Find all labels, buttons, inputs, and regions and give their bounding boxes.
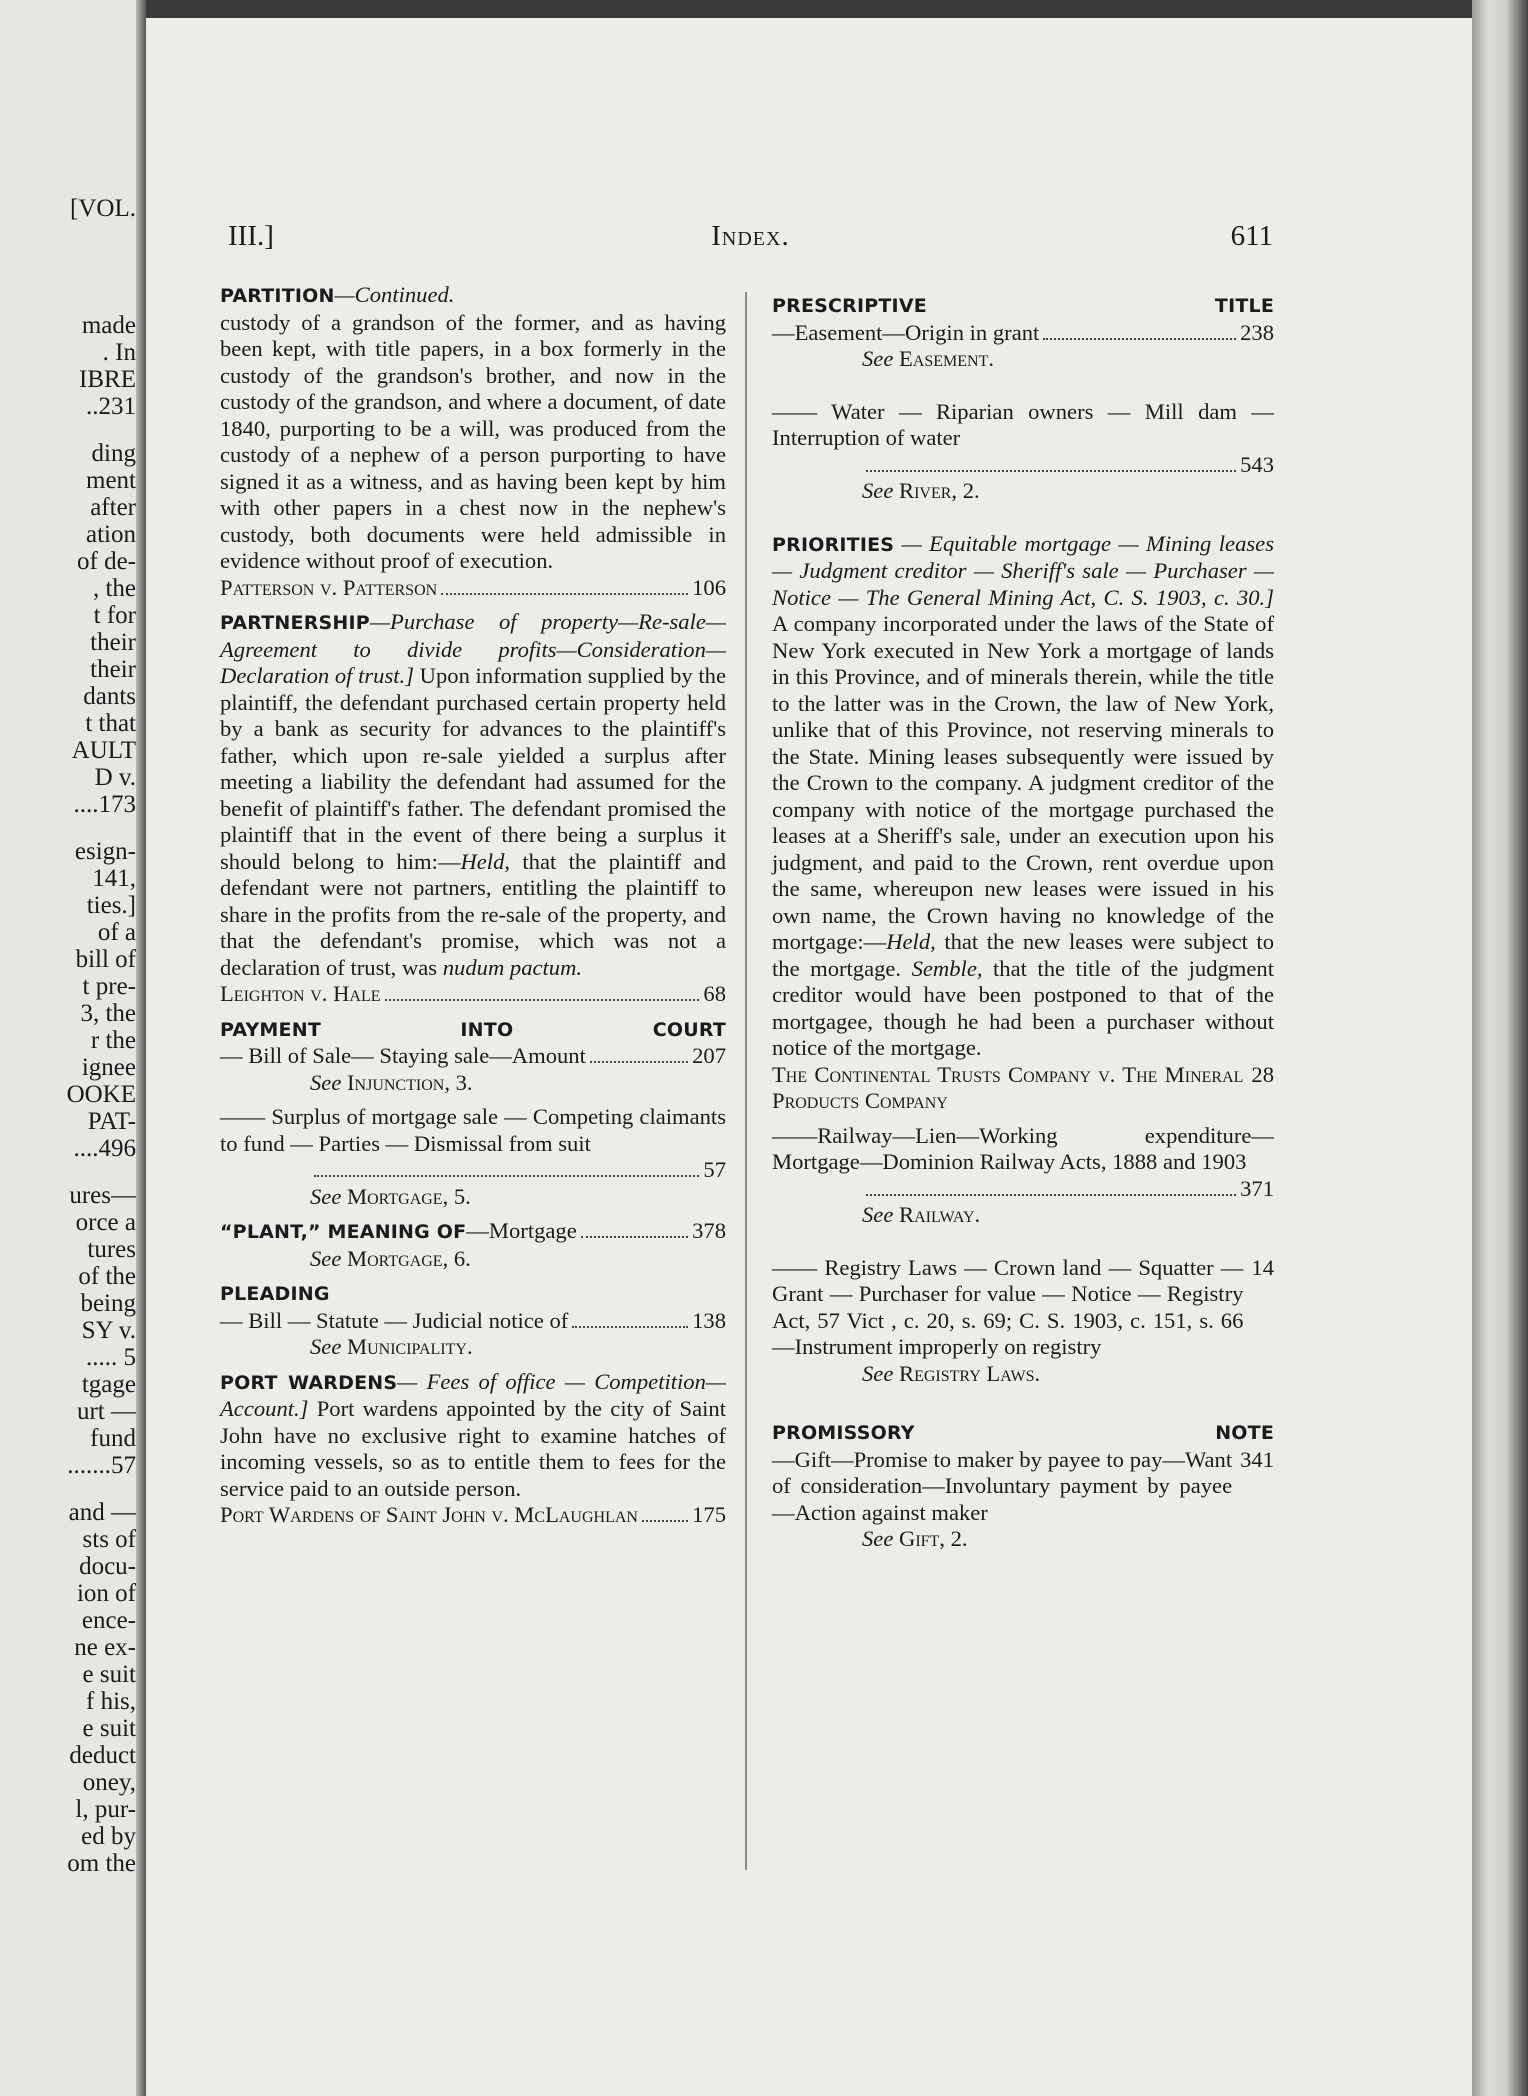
facing-page-line: om the bbox=[67, 1850, 136, 1877]
entry-text: —— Surplus of mortgage sale — Competing claimants to fund — Parties — Dismissal from suit bbox=[220, 1104, 726, 1156]
entry-text: ——Railway—Lien—Working expenditure—Mortgage—Dominion Railway Acts, 1888 and 1903 bbox=[772, 1122, 1274, 1174]
entry-heading: PAYMENT INTO COURT bbox=[220, 1018, 726, 1041]
column-divider bbox=[745, 292, 747, 1870]
page-ref: 138 bbox=[692, 1307, 726, 1333]
see-target: Easement. bbox=[899, 346, 995, 371]
facing-page-line: ed by bbox=[81, 1823, 136, 1850]
facing-page-line: PAT- bbox=[87, 1108, 136, 1135]
page-gutter bbox=[136, 0, 146, 2096]
see-label: See bbox=[862, 1360, 894, 1386]
facing-page-line: urt — bbox=[76, 1398, 136, 1425]
facing-page-line: SY v. bbox=[81, 1317, 136, 1344]
page-ref: 106 bbox=[692, 574, 726, 600]
facing-page-line: dants bbox=[83, 683, 136, 710]
see-target: Gift, 2. bbox=[899, 1526, 968, 1551]
entry-partnership bbox=[220, 609, 726, 1008]
see-reference bbox=[220, 1070, 726, 1097]
see-target: Railway. bbox=[899, 1202, 981, 1227]
facing-page-line: made bbox=[81, 312, 136, 339]
see-label: See bbox=[862, 1202, 894, 1227]
facing-page-line: tgage bbox=[81, 1371, 136, 1398]
facing-page-line: D v. bbox=[94, 764, 136, 791]
facing-page-line: after bbox=[90, 494, 136, 521]
facing-page-line: l, pur- bbox=[75, 1796, 136, 1823]
facing-page-line: , the bbox=[92, 575, 136, 602]
entry-line bbox=[772, 320, 1274, 347]
case-citation bbox=[220, 1502, 726, 1529]
facing-page-line: t pre- bbox=[82, 973, 136, 1000]
running-header bbox=[228, 220, 1273, 260]
facing-page-line: OOKE bbox=[66, 1081, 136, 1108]
see-label: See bbox=[862, 478, 894, 503]
see-reference bbox=[772, 1361, 1274, 1388]
page-ref: 28 bbox=[1251, 1061, 1274, 1087]
continued-label: —Continued. bbox=[334, 282, 455, 307]
entry-heading: PRIORITIES bbox=[772, 533, 895, 556]
entry-heading: PRESCRIPTIVE TITLE bbox=[772, 295, 1274, 317]
facing-page-line: tures bbox=[87, 1236, 136, 1263]
entry-line bbox=[772, 1255, 1274, 1361]
facing-page-line: fund bbox=[90, 1425, 136, 1452]
facing-page-line: their bbox=[90, 629, 136, 656]
facing-page-line: their bbox=[90, 656, 136, 683]
page-ref: 175 bbox=[692, 1502, 726, 1527]
entry-heading: “PLANT,” MEANING OF bbox=[220, 1221, 467, 1243]
entry-registry bbox=[772, 1255, 1274, 1388]
facing-page-line: e suit bbox=[82, 1661, 136, 1688]
entry-prescriptive-title bbox=[772, 292, 1274, 373]
entry-railway bbox=[772, 1123, 1274, 1229]
case-name: Patterson v. Patterson bbox=[220, 574, 438, 600]
page-ref: 14 bbox=[1251, 1254, 1274, 1280]
entry-heading: PROMISSORY NOTE bbox=[772, 1422, 1274, 1444]
facing-page-line: ..231 bbox=[86, 393, 136, 420]
entry-partition bbox=[220, 282, 726, 601]
entry-text: —Mortgage bbox=[466, 1218, 577, 1243]
entry-pleading bbox=[220, 1280, 726, 1361]
entry-line bbox=[220, 1157, 726, 1184]
facing-page-line: f his, bbox=[86, 1688, 136, 1715]
entry-priorities bbox=[772, 531, 1274, 1115]
see-target: Mortgage, 6. bbox=[347, 1245, 471, 1271]
page-ref: 207 bbox=[692, 1043, 726, 1068]
entry-text: A company incorporated under the laws of the State of New York executed in New York a mortgage of lands in this Province, and of minerals therein, while the title to the latter was in the Crown, the law of New York, unlike that of this Province, not reserving minerals to the State. Mining leases subsequently were issued by the Crown to the company. A judgment creditor of the company with notice of the mortgage purchased the leases at a Sheriff's sale, under an execution upon his judgment, and paid to the Crown, rent overdue upon the same, whereupon new leases were issued in his own name, the Crown having no knowledge of the mortgage:— bbox=[772, 611, 1274, 954]
see-target: Registry Laws. bbox=[899, 1360, 1041, 1386]
entry-port-wardens bbox=[220, 1369, 726, 1529]
entry-text: Port wardens appointed by the city of Saint John have no exclusive right to examine hatches of incoming vessels, so as to entitle them to fees for the service paid to an outside person. bbox=[220, 1396, 726, 1501]
see-reference bbox=[772, 478, 1274, 505]
facing-page-line: ties.] bbox=[86, 892, 136, 919]
entry-line bbox=[220, 1308, 726, 1335]
facing-page-line: ion of bbox=[76, 1580, 136, 1607]
entry-text: — Bill — Statute — Judicial notice of bbox=[220, 1307, 569, 1333]
facing-page-line: being bbox=[80, 1290, 136, 1317]
facing-page-line: ..... 5 bbox=[86, 1344, 136, 1371]
see-reference bbox=[220, 1246, 726, 1273]
held-label: Held, bbox=[460, 848, 511, 874]
facing-page-line: ....173 bbox=[73, 791, 136, 818]
facing-page-line: of the bbox=[78, 1263, 136, 1290]
entry-line bbox=[772, 452, 1274, 479]
see-reference bbox=[772, 1202, 1274, 1229]
entry-text: custody of a grandson of the former, and as having been kept, with title papers, in a box formerly in the custody of the grandson's brother, and now in the custody of the grandson, and where a document, of date 1840, purporting to be a will, was produced from the custody of a nephew of a person purporting to have signed it as a witness, and as having been kept by him with other papers in a chest now in the nephew's custody, both documents were held admissible in evidence without proof of execution. bbox=[220, 309, 726, 573]
facing-page-line: r the bbox=[90, 1027, 136, 1054]
facing-page-line: sts of bbox=[82, 1526, 136, 1553]
see-label: See bbox=[310, 1245, 342, 1271]
facing-page-line: deduct bbox=[69, 1742, 136, 1769]
facing-page-line: of de- bbox=[77, 548, 136, 575]
facing-page-line: of a bbox=[97, 919, 136, 946]
see-reference bbox=[772, 346, 1274, 373]
entry-text: —Easement—Origin in grant bbox=[772, 319, 1040, 345]
facing-page-line: . In bbox=[102, 339, 136, 366]
facing-page-line: ment bbox=[86, 467, 136, 494]
facing-page-line: .......57 bbox=[67, 1452, 136, 1479]
page-ref: 68 bbox=[703, 981, 726, 1006]
facing-page-line: oney, bbox=[82, 1769, 136, 1796]
facing-page-line: ne ex- bbox=[74, 1634, 136, 1661]
entry-line bbox=[220, 1043, 726, 1070]
facing-page-line: esign- bbox=[74, 838, 136, 865]
entry-text: — Bill of Sale— Staying sale—Amount bbox=[220, 1043, 586, 1068]
entry-subjects: — Equitable mortgage — Mining leases — Judgment creditor — Sheriff's sale — Purchaser — Notice — The General Mining Act, C. S. 1903, c. 30.] bbox=[772, 530, 1274, 610]
facing-page-line: t that bbox=[85, 710, 136, 737]
case-name: Port Wardens of Saint John v. McLaughlan bbox=[220, 1502, 638, 1527]
page-number: 611 bbox=[1230, 220, 1273, 252]
facing-page-line: ....496 bbox=[73, 1135, 136, 1162]
entry-line bbox=[220, 1218, 726, 1246]
case-citation bbox=[220, 575, 726, 602]
entry-line bbox=[772, 1447, 1274, 1527]
page-ref: 378 bbox=[692, 1218, 726, 1243]
facing-page-line: bill of bbox=[75, 946, 136, 973]
facing-page-line: AULT bbox=[71, 737, 136, 764]
facing-page-line: orce a bbox=[75, 1209, 136, 1236]
held-label: Held, bbox=[886, 929, 936, 954]
page-ref: 238 bbox=[1240, 319, 1274, 345]
facing-page-line: ignee bbox=[81, 1054, 136, 1081]
see-label: See bbox=[862, 1526, 894, 1551]
volume-marker: III.] bbox=[228, 220, 274, 252]
entry-plant bbox=[220, 1218, 726, 1272]
entry-heading: PLEADING bbox=[220, 1283, 330, 1305]
facing-page-line: [VOL. bbox=[70, 195, 136, 222]
see-target: Injunction, 3. bbox=[347, 1069, 473, 1095]
facing-page-line: ures— bbox=[69, 1182, 136, 1209]
see-target: Municipality. bbox=[347, 1334, 473, 1359]
latin-term: nudum pactum. bbox=[442, 954, 583, 980]
facing-page-line: ation bbox=[86, 521, 136, 548]
facing-page-line: 3, the bbox=[80, 1000, 136, 1027]
entry-promissory-note bbox=[772, 1419, 1274, 1553]
see-reference bbox=[772, 1526, 1274, 1553]
facing-page-line: IBRE bbox=[79, 366, 136, 393]
see-label: See bbox=[310, 1069, 342, 1095]
see-label: See bbox=[310, 1183, 342, 1209]
facing-page-edge bbox=[0, 0, 146, 2096]
facing-page-line: e suit bbox=[82, 1715, 136, 1742]
see-reference bbox=[220, 1184, 726, 1211]
entry-text: Upon information supplied by the plaintiff, the defendant purchased certain property held by a bank as security for advances to the plaintiff's father, which upon re-sale yielded a surplus after meeting a liability the defendant had assumed for the benefit of plaintiff's father. The defendant promised the plaintiff that in the event of there being a surplus it should belong to him:— bbox=[220, 663, 726, 874]
entry-heading: PORT WARDENS bbox=[220, 1371, 398, 1394]
facing-page-line: and — bbox=[68, 1499, 136, 1526]
see-target: Mortgage, 5. bbox=[347, 1183, 471, 1209]
facing-page-line: ding bbox=[91, 440, 136, 467]
entry-surplus bbox=[220, 1104, 726, 1210]
case-name: Leighton v. Hale bbox=[220, 981, 381, 1006]
page-ref: 57 bbox=[703, 1157, 726, 1182]
left-column bbox=[220, 282, 726, 1537]
case-citation bbox=[220, 981, 726, 1008]
see-label: See bbox=[310, 1334, 342, 1359]
entry-subjects: — Fees of office — Competition—Account.] bbox=[220, 1368, 726, 1421]
entry-text: that the new leases were subject to the mortgage. bbox=[772, 929, 1274, 981]
page-ref: 371 bbox=[1240, 1175, 1274, 1201]
see-reference bbox=[220, 1334, 726, 1361]
entry-heading: PARTITION bbox=[220, 285, 335, 307]
facing-page-line: 141, bbox=[92, 865, 136, 892]
scan-top-border bbox=[0, 0, 1528, 18]
page-ref: 543 bbox=[1240, 451, 1274, 477]
entry-text: —Gift—Promise to maker by payee to pay—Want of consideration—Involuntary payment by payee—Action against maker bbox=[772, 1446, 1233, 1525]
case-citation bbox=[772, 1062, 1274, 1115]
entry-text: —— Registry Laws — Crown land — Squatter — Grant — Purchaser for value — Notice — Registry Act, 57 Vict , c. 20, s. 69; C. S. 1903, c. 151, s. 66—Instrument improperly on registry bbox=[772, 1254, 1244, 1359]
facing-page-line: t for bbox=[93, 602, 136, 629]
entry-water bbox=[772, 399, 1274, 505]
entry-text: that the plaintiff and defendant were not partners, entitling the plaintiff to share in the profits from the re-sale of the property, and that the defendant's promise, which was not a declaration of trust, was bbox=[220, 848, 726, 980]
entry-line bbox=[772, 1176, 1274, 1203]
page-title: Index. bbox=[711, 220, 790, 252]
entry-subjects: —Purchase of property—Re-sale—Agreement to divide profits—Consideration—Declaration of trust.] bbox=[220, 609, 726, 688]
semble-label: Semble, bbox=[911, 955, 983, 981]
book-edge bbox=[1472, 0, 1528, 2096]
page-ref: 341 bbox=[1240, 1446, 1274, 1472]
entry-heading: PARTNERSHIP bbox=[220, 612, 370, 634]
facing-page-line: docu- bbox=[79, 1553, 136, 1580]
right-column bbox=[772, 292, 1274, 1561]
see-target: River, 2. bbox=[899, 478, 980, 503]
entry-text: that the title of the judgment creditor would have been postponed to that of the mortgagee, though he had been a purchaser without notice of the mortgage. bbox=[772, 955, 1274, 1060]
facing-page-line: ence- bbox=[81, 1607, 136, 1634]
entry-payment-into-court bbox=[220, 1016, 726, 1097]
see-label: See bbox=[862, 346, 894, 371]
case-name: The Continental Trusts Company v. The Mineral Products Company bbox=[772, 1061, 1244, 1113]
entry-text: —— Water — Riparian owners — Mill dam — Interruption of water bbox=[772, 398, 1274, 450]
